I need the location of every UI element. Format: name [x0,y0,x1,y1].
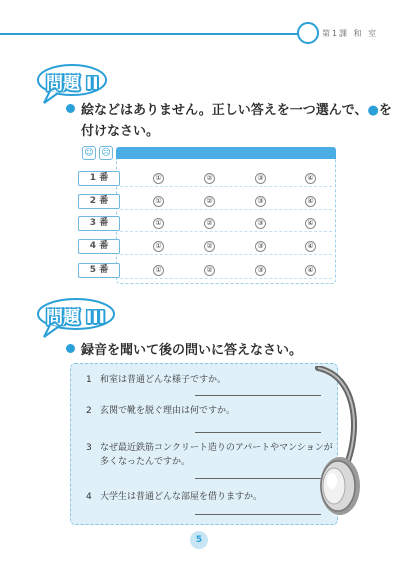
section3-instruction-text: 録音を聞いて後の問いに答えなさい。 [81,343,303,358]
section2-badge: 問題 II [46,74,99,94]
row-label-3: 3 番 [78,216,120,231]
option-1-2[interactable]: ② [204,173,215,184]
question-4: 4 大学生は普通どんな部屋を借りますか。 [86,492,263,502]
answer-grid [116,159,336,284]
row-label-4: 4 番 [78,239,120,254]
row-divider [120,209,332,210]
option-4-2[interactable]: ② [204,241,215,252]
option-3-2[interactable]: ② [204,218,215,229]
lesson-title: 第1課 和 室 [322,29,379,38]
section3-badge: 問題 III [46,308,105,328]
filled-circle-mark: ● [367,103,379,118]
smile-face-icon: ☺ [82,146,96,160]
bullet-icon [66,104,75,113]
row-label-2: 2 番 [78,194,120,209]
option-2-1[interactable]: ① [153,196,164,207]
answer-line-3[interactable] [195,478,321,479]
question-3-cont: 多くなったんですか。 [100,457,191,467]
frown-face-icon: ☹ [99,146,113,160]
option-5-2[interactable]: ② [204,265,215,276]
option-4-3[interactable]: ③ [255,241,266,252]
option-3-4[interactable]: ④ [305,218,316,229]
question-1: 1 和室は普通どんな様子ですか。 [86,375,227,385]
option-5-1[interactable]: ① [153,265,164,276]
answer-line-2[interactable] [195,432,321,433]
question-3: 3 なぜ最近鉄筋コンクリート造りのアパートやマンションが [86,443,333,453]
option-2-2[interactable]: ② [204,196,215,207]
row-divider [120,231,332,232]
option-3-3[interactable]: ③ [255,218,266,229]
row-label-5: 5 番 [78,263,120,278]
option-4-4[interactable]: ④ [305,241,316,252]
instruction-line2: 付けなさい。 [81,124,160,139]
row-divider [120,186,332,187]
instruction-line1: 絵などはありません。正しい答えを一つ選んで、 [81,103,368,118]
headphones-icon [308,366,364,526]
page-number: 5 [190,531,208,549]
row-divider [120,254,332,255]
bullet-icon [66,344,75,353]
answer-line-1[interactable] [195,395,321,396]
option-1-4[interactable]: ④ [305,173,316,184]
option-5-4[interactable]: ④ [305,265,316,276]
answer-line-4[interactable] [195,514,321,515]
header-ring-icon [297,22,319,44]
option-2-3[interactable]: ③ [255,196,266,207]
header-rule [0,33,302,35]
option-4-1[interactable]: ① [153,241,164,252]
option-1-3[interactable]: ③ [255,173,266,184]
option-3-1[interactable]: ① [153,218,164,229]
question-2: 2 玄関で靴を脱ぐ理由は何ですか。 [86,406,236,416]
option-2-4[interactable]: ④ [305,196,316,207]
instruction-after-mark: を [378,103,392,118]
option-5-3[interactable]: ③ [255,265,266,276]
grid-header-bar [116,147,336,159]
row-divider [120,278,332,279]
section2-instruction [66,100,392,142]
option-1-1[interactable]: ① [153,173,164,184]
section3-instruction [66,340,302,361]
row-label-1: 1 番 [78,171,120,186]
